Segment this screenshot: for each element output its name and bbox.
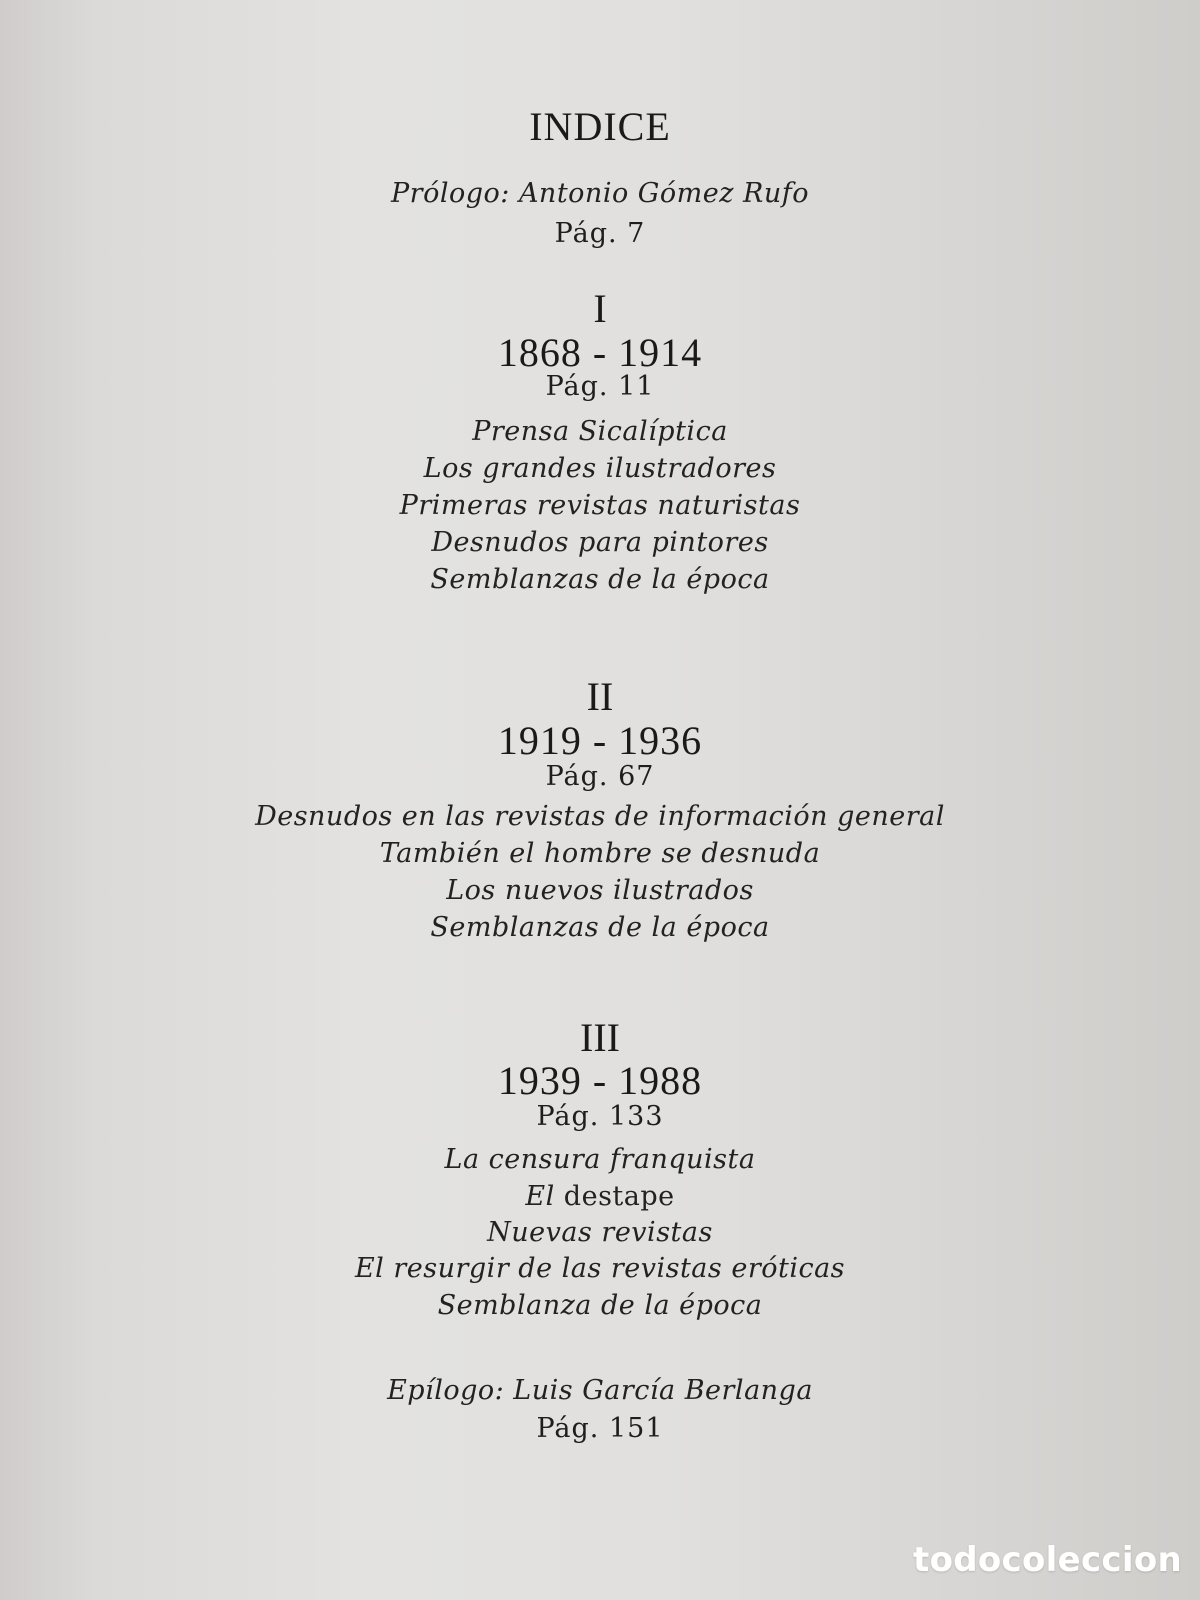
epilogue-label: Epílogo: Luis García Berlanga (387, 1375, 813, 1406)
epilogue-page: Pág. 151 (536, 1413, 664, 1444)
section-3-item: Semblanza de la época (437, 1290, 763, 1321)
section-3-item-upright-part: destape (554, 1181, 675, 1212)
prologue-page: Pág. 7 (554, 218, 646, 249)
watermark-logo: todocoleccion (913, 1540, 1182, 1580)
section-1-page: Pág. 11 (545, 371, 655, 402)
section-3-item-italic-part: El (525, 1181, 555, 1212)
section-1-numeral: I (593, 286, 607, 331)
section-2-numeral: II (586, 674, 614, 719)
section-3-item: El resurgir de las revistas eróticas (354, 1253, 846, 1284)
section-1-item: Prensa Sicalíptica (472, 416, 728, 447)
section-3-numeral: III (580, 1015, 620, 1060)
section-3-item: La censura franquista (444, 1144, 756, 1175)
section-2-item: Los nuevos ilustrados (446, 875, 754, 906)
prologue-label: Prólogo: Antonio Gómez Rufo (391, 178, 809, 209)
section-1-item: Desnudos para pintores (431, 527, 769, 558)
section-3-page: Pág. 133 (536, 1101, 664, 1132)
index-heading: INDICE (529, 104, 671, 149)
section-3-item (0, 1181, 1200, 1212)
section-2-item: Desnudos en las revistas de información general (255, 801, 945, 832)
section-3-years: 1939 - 1988 (497, 1058, 703, 1103)
section-3-item: Nuevas revistas (487, 1217, 713, 1248)
section-1-item: Primeras revistas naturistas (399, 490, 801, 521)
section-2-years: 1919 - 1936 (497, 718, 703, 763)
section-1-item: Semblanzas de la época (430, 564, 770, 595)
section-1-years: 1868 - 1914 (497, 330, 703, 375)
section-2-item: Semblanzas de la época (430, 912, 770, 943)
section-1-item: Los grandes ilustradores (423, 453, 777, 484)
section-2-page: Pág. 67 (545, 761, 655, 792)
section-2-item: También el hombre se desnuda (379, 838, 821, 869)
